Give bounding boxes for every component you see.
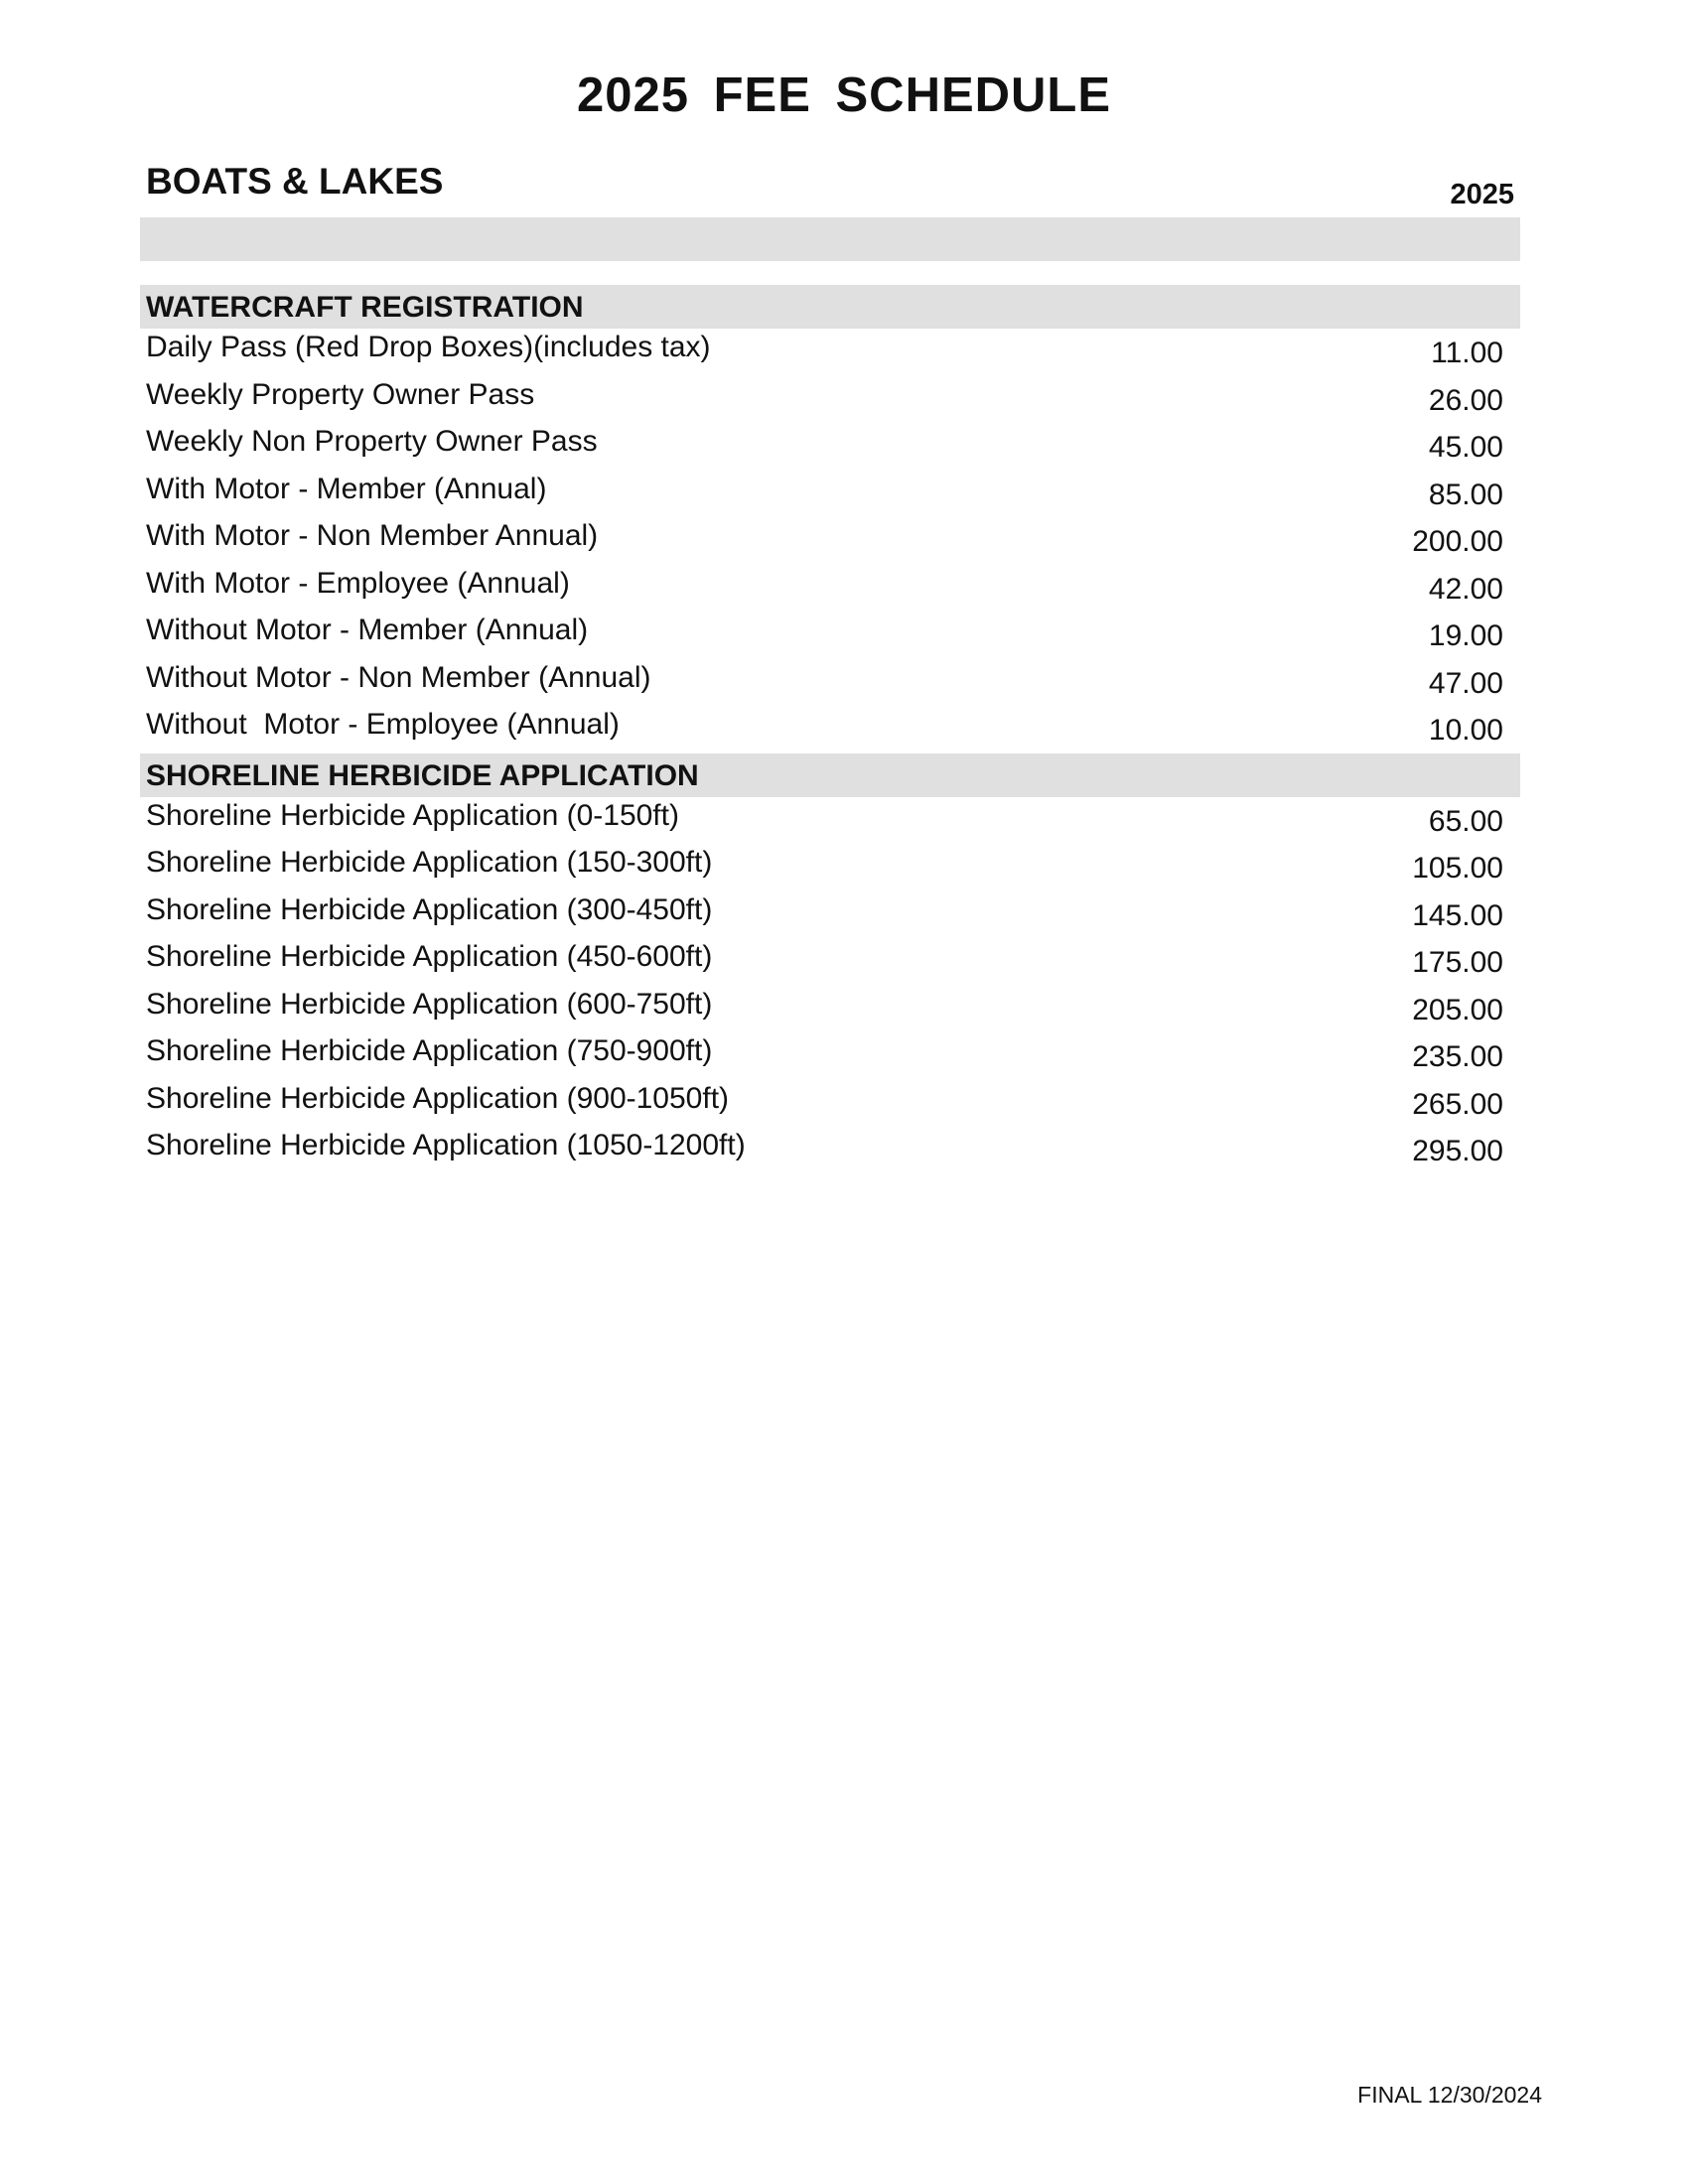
fee-label: Without Motor - Employee (Annual) bbox=[146, 708, 620, 741]
fee-row bbox=[140, 706, 1520, 753]
fee-label: Shoreline Herbicide Application (750-900ft) bbox=[146, 1034, 713, 1067]
fee-amount: 105.00 bbox=[1412, 852, 1503, 885]
fee-amount: 45.00 bbox=[1428, 431, 1503, 464]
fee-row bbox=[140, 797, 1520, 845]
fee-row bbox=[140, 1127, 1520, 1174]
fee-label: Shoreline Herbicide Application (900-1050ft) bbox=[146, 1081, 730, 1115]
page-title: 2025 FEE SCHEDULE bbox=[576, 68, 1112, 122]
fee-label: Weekly Property Owner Pass bbox=[146, 377, 535, 411]
fee-label: Shoreline Herbicide Application (300-450ft) bbox=[146, 892, 713, 926]
fee-amount: 205.00 bbox=[1412, 993, 1503, 1026]
fee-label: Shoreline Herbicide Application (0-150ft) bbox=[146, 798, 679, 832]
fee-row bbox=[140, 986, 1520, 1033]
fee-label: Weekly Non Property Owner Pass bbox=[146, 425, 598, 458]
fee-label: With Motor - Member (Annual) bbox=[146, 472, 547, 505]
fee-amount: 200.00 bbox=[1412, 525, 1503, 558]
fee-label: Daily Pass (Red Drop Boxes)(includes tax) bbox=[146, 331, 711, 363]
fee-row bbox=[140, 844, 1520, 891]
fee-label: Shoreline Herbicide Application (450-600ft) bbox=[146, 940, 713, 973]
fee-row bbox=[140, 329, 1520, 376]
fee-label: Shoreline Herbicide Application (600-750ft) bbox=[146, 987, 713, 1021]
fee-amount: 235.00 bbox=[1412, 1040, 1503, 1073]
fee-amount: 26.00 bbox=[1428, 383, 1503, 417]
fee-amount: 65.00 bbox=[1428, 804, 1503, 838]
fee-row bbox=[140, 517, 1520, 565]
fee-amount: 19.00 bbox=[1428, 619, 1503, 652]
fee-amount: 42.00 bbox=[1428, 572, 1503, 606]
fee-label: Without Motor - Member (Annual) bbox=[146, 614, 589, 646]
fee-amount: 47.00 bbox=[1428, 666, 1503, 700]
footer-status-note: FINAL 12/30/2024 bbox=[1357, 2082, 1542, 2108]
section-title: BOATS & LAKES bbox=[146, 161, 444, 202]
fee-amount: 10.00 bbox=[1428, 714, 1503, 747]
fee-row bbox=[140, 423, 1520, 471]
year-column-header: 2025 bbox=[1450, 179, 1514, 210]
fee-label: With Motor - Employee (Annual) bbox=[146, 566, 570, 600]
fee-row bbox=[140, 471, 1520, 518]
fee-label: Without Motor - Non Member (Annual) bbox=[146, 660, 651, 694]
fee-amount: 175.00 bbox=[1412, 946, 1503, 979]
fee-label: Shoreline Herbicide Application (150-300ft) bbox=[146, 846, 713, 879]
fee-row bbox=[140, 1080, 1520, 1128]
fee-amount: 145.00 bbox=[1412, 898, 1503, 932]
group-header-shoreline-herbicide: SHORELINE HERBICIDE APPLICATION bbox=[140, 753, 1520, 797]
fee-row bbox=[140, 891, 1520, 939]
fee-label: With Motor - Non Member Annual) bbox=[146, 519, 599, 552]
fee-row bbox=[140, 1032, 1520, 1080]
fee-amount: 11.00 bbox=[1431, 337, 1503, 369]
fee-amount: 85.00 bbox=[1428, 478, 1503, 511]
fee-row bbox=[140, 938, 1520, 986]
fee-row bbox=[140, 659, 1520, 707]
fee-row bbox=[140, 376, 1520, 424]
blank-shaded-row bbox=[140, 217, 1520, 261]
group-header-watercraft-registration: WATERCRAFT REGISTRATION bbox=[140, 285, 1520, 329]
fee-row bbox=[140, 565, 1520, 613]
fee-label: Shoreline Herbicide Application (1050-1200ft) bbox=[146, 1129, 746, 1161]
fee-row bbox=[140, 612, 1520, 659]
fee-table bbox=[140, 285, 1520, 1174]
fee-amount: 265.00 bbox=[1412, 1087, 1503, 1121]
fee-amount: 295.00 bbox=[1412, 1135, 1503, 1167]
